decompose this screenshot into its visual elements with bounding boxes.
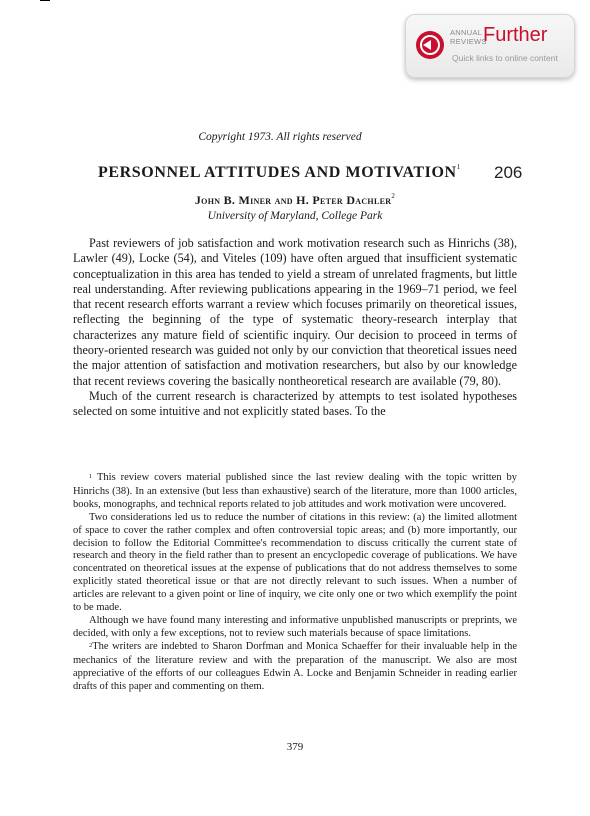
footnote-text: The writers are indebted to Sharon Dorfman and Monica Schaeffer for their invaluable help in the mechanics of the literature review and with the preparation of the manuscript. We also are most appreciative of the efforts of our colleagues Edwin A. Locke and Benjamin Schneider in reading earlier drafts of this paper and commenting on them. bbox=[73, 640, 517, 692]
authors-text: John B. Miner and H. Peter Dachler bbox=[194, 193, 392, 207]
badge-reviews-label: REVIEWS bbox=[450, 37, 487, 46]
footnote-mark: 2 bbox=[89, 641, 93, 649]
article-title-text: PERSONNEL ATTITUDES AND MOTIVATION bbox=[98, 164, 457, 181]
footnote-text: This review covers material published since the last review dealing with the topic written by Hinrichs (38). In an extensive (but less than exhaustive) search of the literature, more than 1000 articles, books, monographs, and technical reports related to job attitudes and work motivation were uncovered. bbox=[73, 472, 518, 510]
footnote-1 bbox=[73, 472, 517, 512]
affiliation: University of Maryland, College Park bbox=[207, 210, 383, 222]
footnotes bbox=[73, 472, 517, 693]
copyright-line: Copyright 1973. All rights reserved bbox=[198, 131, 362, 143]
footnote-1-paragraph: Two considerations led us to reduce the number of citations in this review: (a) the limited allotment of space to cover the rather complex and often controversial topic areas; and (b) more importantly, our decision to follow the Editorial Committee's recommendation to discuss critically the current state of research and theory in the field rather than to present an encyclopedic coverage of publications. We have concentrated on theoretical issues at the expense of publications that do not address themselves to some explicitly stated theoretical issue or that are not directly relevant to such issues. When a number of articles are relevant to a given point or line of inquiry, we cite only one or two which exemplify the point to be made. bbox=[73, 511, 517, 614]
body-paragraph: Much of the current research is characterized by attempts to test isolated hypotheses selected on some intuitive and not explicitly stated bases. To the bbox=[73, 388, 517, 419]
scan-mark bbox=[40, 0, 50, 1]
authors-footnote-ref[interactable]: 2 bbox=[391, 192, 396, 200]
further-badge[interactable] bbox=[405, 14, 575, 78]
footnote-1-paragraph: Although we have found many interesting and informative unpublished manuscripts or preprints, we decided, with only a few exceptions, not to review such materials because of space limitations. bbox=[73, 614, 517, 639]
badge-annual-label: ANNUAL bbox=[450, 28, 483, 37]
footnote-mark: 1 bbox=[89, 473, 93, 480]
main-text bbox=[73, 236, 517, 420]
authors-line bbox=[0, 193, 590, 208]
play-back-circle-icon bbox=[416, 31, 444, 59]
title-footnote-ref[interactable]: 1 bbox=[456, 162, 461, 171]
footnote-2 bbox=[73, 641, 517, 694]
badge-tagline: Quick links to online content bbox=[452, 53, 558, 63]
badge-brand: Further bbox=[483, 24, 548, 46]
article-title bbox=[98, 164, 461, 182]
body-paragraph: Past reviewers of job satisfaction and work motivation research such as Hinrichs (38), Lawler (49), Locke (54), and Viteles (109) have often argued that insufficient systematic conceptualization in this area has tended to yield a stream of unrelated fragments, but little real understanding. After reviewing publications appearing in the 1969–71 period, we feel that recent research efforts warrant a review which focuses primarily on theoretical issues, reflecting the beginning of the type of systematic theory-research interplay that characterizes any mature field of scientific inquiry. Our decision to proceed in terms of theory-oriented research was guided not only by our conviction that theoretical issues need the major attention of satisfaction and motivation researchers, but also by our knowledge that recent reviews covering the basically nontheoretical research are available (79, 80). bbox=[73, 236, 517, 388]
page-number: 206 bbox=[494, 163, 523, 182]
folio-page-number: 379 bbox=[286, 741, 304, 753]
